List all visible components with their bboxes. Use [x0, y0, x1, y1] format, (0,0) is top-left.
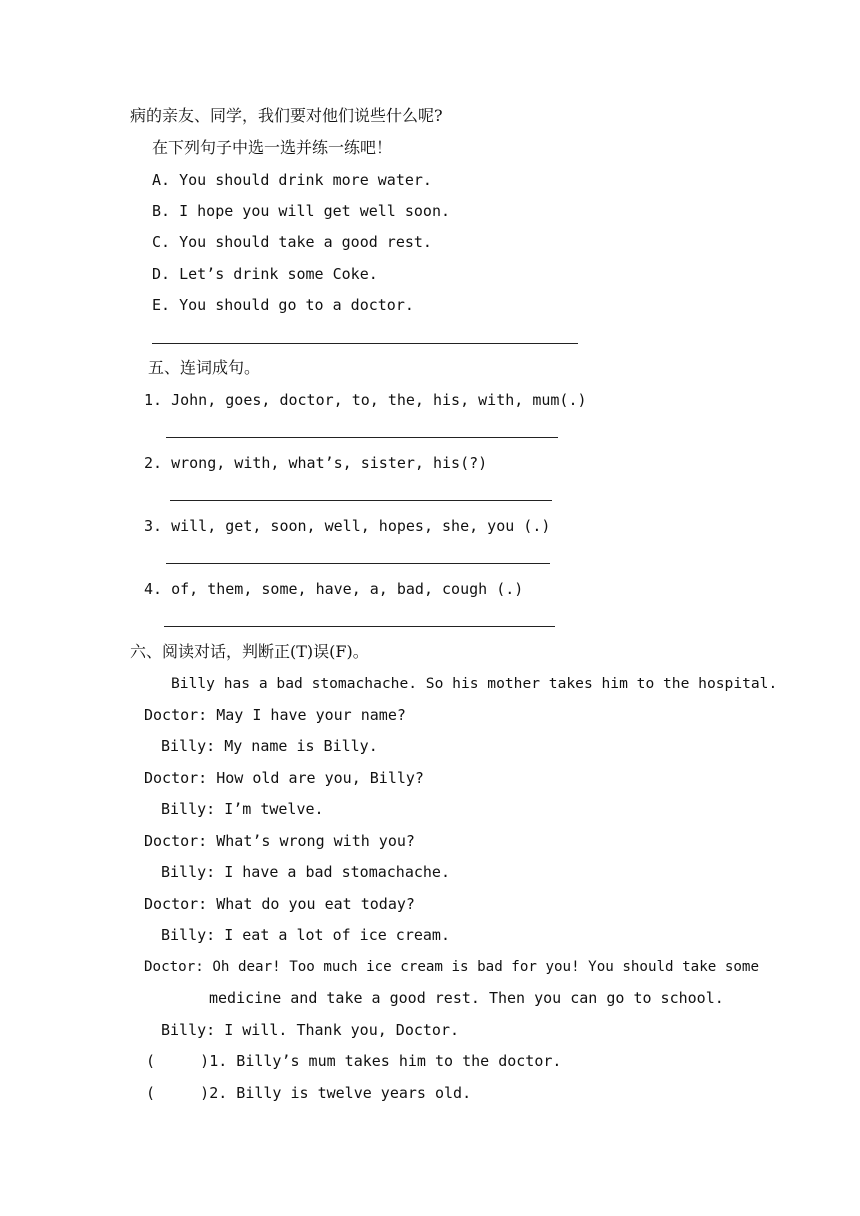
dialogue-line: Doctor: What do you eat today?: [144, 895, 415, 913]
answer-line-4[interactable]: [164, 626, 555, 627]
section6-title: 六、阅读对话，判断正(T)误(F)。: [130, 642, 369, 661]
dialogue-line: Doctor: May I have your name?: [144, 706, 406, 724]
passage-intro: Billy has a bad stomachache. So his mother takes him to the hospital.: [171, 675, 778, 692]
section5-title: 五、连词成句。: [148, 358, 261, 377]
dialogue-line: Billy: I’m twelve.: [161, 800, 324, 818]
intro-line-2: 在下列句子中选一选并练一练吧！: [152, 138, 393, 157]
dialogue-line: Doctor: What’s wrong with you?: [144, 832, 415, 850]
option-a: A. You should drink more water.: [152, 171, 432, 189]
option-b: B. I hope you will get well soon.: [152, 202, 451, 220]
answer-line-3[interactable]: [166, 563, 550, 564]
answer-line-section4[interactable]: [152, 343, 578, 344]
option-c: C. You should take a good rest.: [152, 233, 432, 251]
dialogue-line: Billy: My name is Billy.: [161, 737, 378, 755]
intro-line-1: 病的亲友、同学，我们要对他们说些什么呢?: [130, 106, 443, 125]
word-order-item-2: 2. wrong, with, what’s, sister, his(?): [144, 454, 488, 472]
word-order-item-3: 3. will, get, soon, well, hopes, she, you (.): [144, 517, 551, 535]
answer-line-2[interactable]: [170, 500, 552, 501]
true-false-question-1[interactable]: ( )1. Billy’s mum takes him to the doctor.: [146, 1052, 562, 1070]
answer-line-1[interactable]: [166, 437, 558, 438]
word-order-item-4: 4. of, them, some, have, a, bad, cough (.): [144, 580, 524, 598]
dialogue-line: Doctor: Oh dear! Too much ice cream is bad for you! You should take some: [144, 959, 759, 975]
option-e: E. You should go to a doctor.: [152, 296, 414, 314]
option-d: D. Let’s drink some Coke.: [152, 265, 378, 283]
dialogue-line: Billy: I eat a lot of ice cream.: [161, 926, 450, 944]
dialogue-line: Doctor: How old are you, Billy?: [144, 769, 424, 787]
dialogue-line: Billy: I will. Thank you, Doctor.: [161, 1021, 460, 1039]
dialogue-line: Billy: I have a bad stomachache.: [161, 863, 450, 881]
dialogue-line: medicine and take a good rest. Then you can go to school.: [209, 989, 724, 1007]
true-false-question-2[interactable]: ( )2. Billy is twelve years old.: [146, 1084, 472, 1102]
word-order-item-1: 1. John, goes, doctor, to, the, his, with, mum(.): [144, 391, 587, 409]
